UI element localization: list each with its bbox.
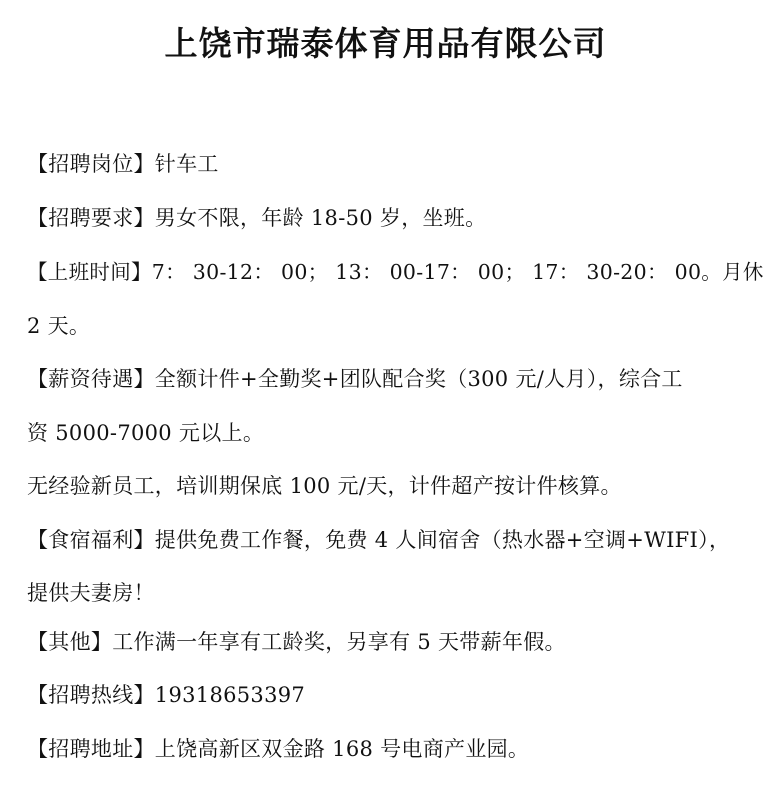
salary-line-continued: 资 5000-7000 元以上。 [27, 421, 265, 445]
address-line: 【招聘地址】上饶高新区双金路 168 号电商产业园。 [27, 737, 530, 761]
work-hours-line: 【上班时间】7： 30-12： 00； 13： 00-17： 00； 17： 30-20： 00。月休 [27, 260, 764, 284]
requirements-line: 【招聘要求】男女不限，年龄 18-50 岁，坐班。 [27, 206, 487, 230]
company-title: 上饶市瑞泰体育用品有限公司 [164, 24, 607, 63]
hotline-line: 【招聘热线】19318653397 [27, 683, 306, 707]
training-guarantee-line: 无经验新员工，培训期保底 100 元/天，计件超产按计件核算。 [27, 474, 622, 498]
benefits-line: 【食宿福利】提供免费工作餐，免费 4 人间宿舍（热水器+空调+WIFI）， [27, 528, 731, 552]
salary-line: 【薪资待遇】全额计件+全勤奖+团队配合奖（300 元/人月），综合工 [27, 367, 683, 391]
work-hours-line-continued: 2 天。 [27, 314, 91, 338]
position-line: 【招聘岗位】针车工 [27, 152, 219, 176]
benefits-line-continued: 提供夫妻房！ [27, 581, 155, 605]
other-line: 【其他】工作满一年享有工龄奖，另享有 5 天带薪年假。 [27, 630, 566, 654]
